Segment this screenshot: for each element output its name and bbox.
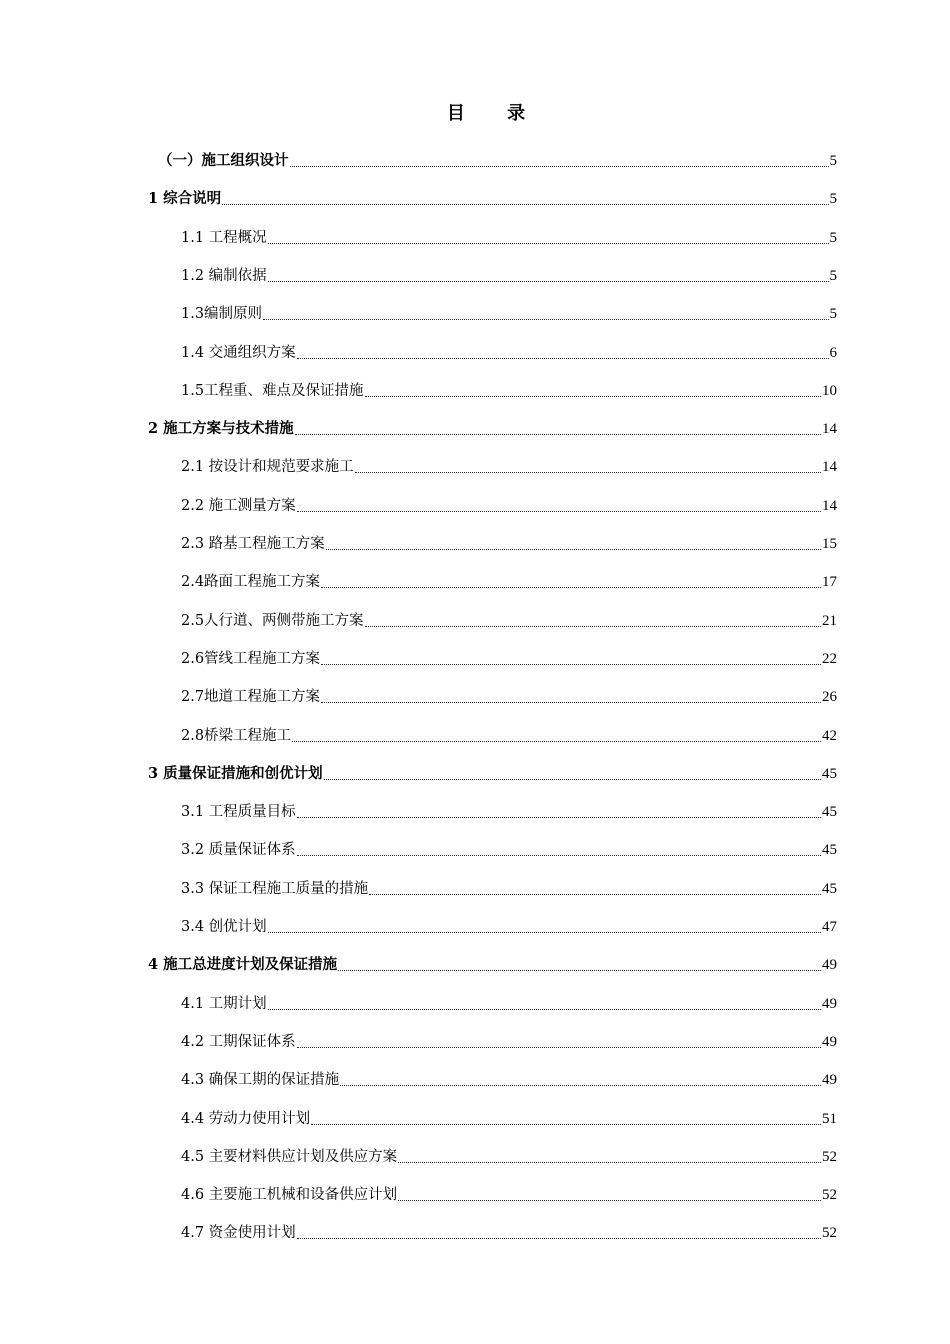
toc-entry[interactable] xyxy=(181,214,837,248)
toc-entry[interactable] xyxy=(148,175,837,209)
toc-entry-text: 2.8桥梁工程施工 xyxy=(181,727,292,744)
toc-entry-text: 4.1 工期计划 xyxy=(181,995,267,1012)
toc-dot-leader xyxy=(340,1084,821,1086)
toc-entry-text: 2.5人行道、两侧带施工方案 xyxy=(181,612,364,629)
toc-dot-leader xyxy=(398,1199,821,1201)
toc-entry-text: 3.4 创优计划 xyxy=(181,919,267,935)
toc-entry-text: （一）施工组织设计 xyxy=(158,152,289,169)
toc-entry-text: 3 质量保证措施和创优计划 xyxy=(148,764,323,782)
toc-dot-leader xyxy=(324,778,821,780)
toc-entry[interactable] xyxy=(181,673,837,707)
toc-entry[interactable] xyxy=(181,1056,837,1090)
toc-entry-text: 2.6管线工程施工方案 xyxy=(181,650,321,667)
toc-entry-page-number: 47 xyxy=(822,919,837,935)
toc-entry-page-number: 49 xyxy=(822,995,837,1012)
toc-entry[interactable] xyxy=(148,941,837,975)
toc-entry[interactable] xyxy=(181,443,837,477)
toc-entry-page-number: 42 xyxy=(822,727,837,744)
toc-entry-text: 4.3 确保工期的保证措施 xyxy=(181,1072,340,1089)
toc-entry-page-number: 5 xyxy=(829,153,837,169)
toc-entry-page-number: 52 xyxy=(822,1148,837,1165)
toc-entry-page-number: 45 xyxy=(822,804,837,821)
toc-entry-text: 2.4路面工程施工方案 xyxy=(181,574,321,591)
toc-entry[interactable] xyxy=(181,712,837,746)
toc-dot-leader xyxy=(268,280,829,282)
toc-dot-leader xyxy=(321,663,821,665)
toc-entry-page-number: 52 xyxy=(822,1225,837,1242)
toc-entry[interactable] xyxy=(181,1133,837,1167)
toc-entry-text: 3.1 工程质量目标 xyxy=(181,804,296,821)
toc-entry-page-number: 17 xyxy=(822,574,837,591)
toc-dot-leader xyxy=(263,318,828,320)
toc-entry-text: 1.5工程重、难点及保证措施 xyxy=(181,382,364,399)
toc-dot-leader xyxy=(297,357,829,359)
toc-entry-page-number: 21 xyxy=(822,612,837,629)
toc-entry[interactable] xyxy=(148,405,837,439)
toc-entry-text: 1.3编制原则 xyxy=(181,306,263,323)
toc-dot-leader xyxy=(268,242,829,244)
toc-entry-page-number: 14 xyxy=(822,497,837,514)
toc-entry-text: 1.1 工程概况 xyxy=(181,229,267,246)
toc-dot-leader xyxy=(297,1237,821,1239)
toc-entry[interactable] xyxy=(181,865,837,899)
toc-entry-text: 4.4 劳动力使用计划 xyxy=(181,1110,311,1127)
toc-entry[interactable] xyxy=(181,1018,837,1052)
toc-dot-leader xyxy=(321,701,821,703)
toc-entry-page-number: 49 xyxy=(822,1033,837,1050)
toc-entry-page-number: 5 xyxy=(829,191,837,208)
toc-entry-page-number: 52 xyxy=(822,1187,837,1204)
toc-entry[interactable] xyxy=(181,482,837,516)
toc-dot-leader xyxy=(365,625,821,627)
toc-entry-page-number: 45 xyxy=(822,765,837,782)
toc-dot-leader xyxy=(355,471,821,473)
toc-entry[interactable] xyxy=(181,903,837,937)
toc-dot-leader xyxy=(297,816,821,818)
toc-entry-text: 1 综合说明 xyxy=(148,190,222,208)
toc-dot-leader xyxy=(398,1161,821,1163)
toc-entry-text: 4.5 主要材料供应计划及供应方案 xyxy=(181,1148,398,1165)
toc-dot-leader xyxy=(292,740,821,742)
toc-entry-text: 1.2 编制依据 xyxy=(181,267,267,284)
toc-entry[interactable] xyxy=(181,367,837,401)
toc-entry-text: 4.6 主要施工机械和设备供应计划 xyxy=(181,1187,398,1204)
toc-entry-page-number: 51 xyxy=(822,1110,837,1127)
toc-dot-leader xyxy=(268,1008,821,1010)
toc-entry[interactable] xyxy=(181,520,837,554)
toc-entry[interactable] xyxy=(181,1095,837,1129)
toc-entry[interactable] xyxy=(181,788,837,822)
toc-entry-text: 2.1 按设计和规范要求施工 xyxy=(181,459,354,476)
toc-entry[interactable] xyxy=(181,252,837,286)
toc-entry-page-number: 5 xyxy=(829,267,837,284)
toc-entry-text: 1.4 交通组织方案 xyxy=(181,344,296,361)
toc-entry-page-number: 45 xyxy=(822,880,837,897)
toc-entry[interactable] xyxy=(181,635,837,669)
toc-entry-text: 3.3 保证工程施工质量的措施 xyxy=(181,880,369,897)
toc-entry-page-number: 14 xyxy=(822,459,837,476)
toc-entry-text: 2.7地道工程施工方案 xyxy=(181,689,321,706)
toc-entry-page-number: 5 xyxy=(829,306,837,323)
toc-entry-text: 4.7 资金使用计划 xyxy=(181,1225,296,1242)
toc-entry[interactable] xyxy=(181,558,837,592)
toc-dot-leader xyxy=(338,969,821,971)
toc-dot-leader xyxy=(268,931,821,933)
toc-entry-page-number: 14 xyxy=(822,421,837,438)
toc-entry-page-number: 15 xyxy=(822,536,837,552)
toc-entry-page-number: 49 xyxy=(822,1072,837,1089)
toc-dot-leader xyxy=(222,203,828,205)
toc-entry-page-number: 5 xyxy=(829,229,837,246)
toc-entry[interactable] xyxy=(181,1209,837,1243)
toc-dot-leader xyxy=(369,893,821,895)
toc-entry-text: 4.2 工期保证体系 xyxy=(181,1033,296,1050)
toc-entry-page-number: 10 xyxy=(822,382,837,399)
toc-dot-leader xyxy=(290,165,829,167)
toc-entry[interactable] xyxy=(181,1171,837,1205)
toc-entry-page-number: 22 xyxy=(822,650,837,667)
toc-dot-leader xyxy=(321,586,821,588)
toc-entry[interactable] xyxy=(181,329,837,363)
toc-entry[interactable] xyxy=(181,980,837,1014)
toc-dot-leader xyxy=(297,510,821,512)
toc-entry[interactable] xyxy=(181,597,837,631)
toc-entry-page-number: 26 xyxy=(822,689,837,706)
toc-dot-leader xyxy=(297,854,821,856)
toc-entry-page-number: 45 xyxy=(822,842,837,859)
toc-entry[interactable] xyxy=(181,290,837,324)
toc-entry-text: 4 施工总进度计划及保证措施 xyxy=(148,956,338,974)
toc-entry-text: 3.2 质量保证体系 xyxy=(181,842,296,859)
toc-entry-text: 2.2 施工测量方案 xyxy=(181,497,296,514)
toc-dot-leader xyxy=(297,1046,821,1048)
toc-dot-leader xyxy=(326,548,821,550)
toc-entry[interactable] xyxy=(158,137,837,171)
toc-entry-page-number: 6 xyxy=(829,344,837,361)
toc-dot-leader xyxy=(365,395,821,397)
toc-entry[interactable] xyxy=(181,826,837,860)
toc-entry-page-number: 49 xyxy=(822,957,837,974)
toc-title: 目 录 xyxy=(446,103,544,124)
toc-dot-leader xyxy=(295,433,821,435)
toc-dot-leader xyxy=(311,1123,821,1125)
toc-entry-text: 2.3 路基工程施工方案 xyxy=(181,536,325,552)
toc-entry-text: 2 施工方案与技术措施 xyxy=(148,420,294,438)
toc-entry[interactable] xyxy=(148,750,837,784)
